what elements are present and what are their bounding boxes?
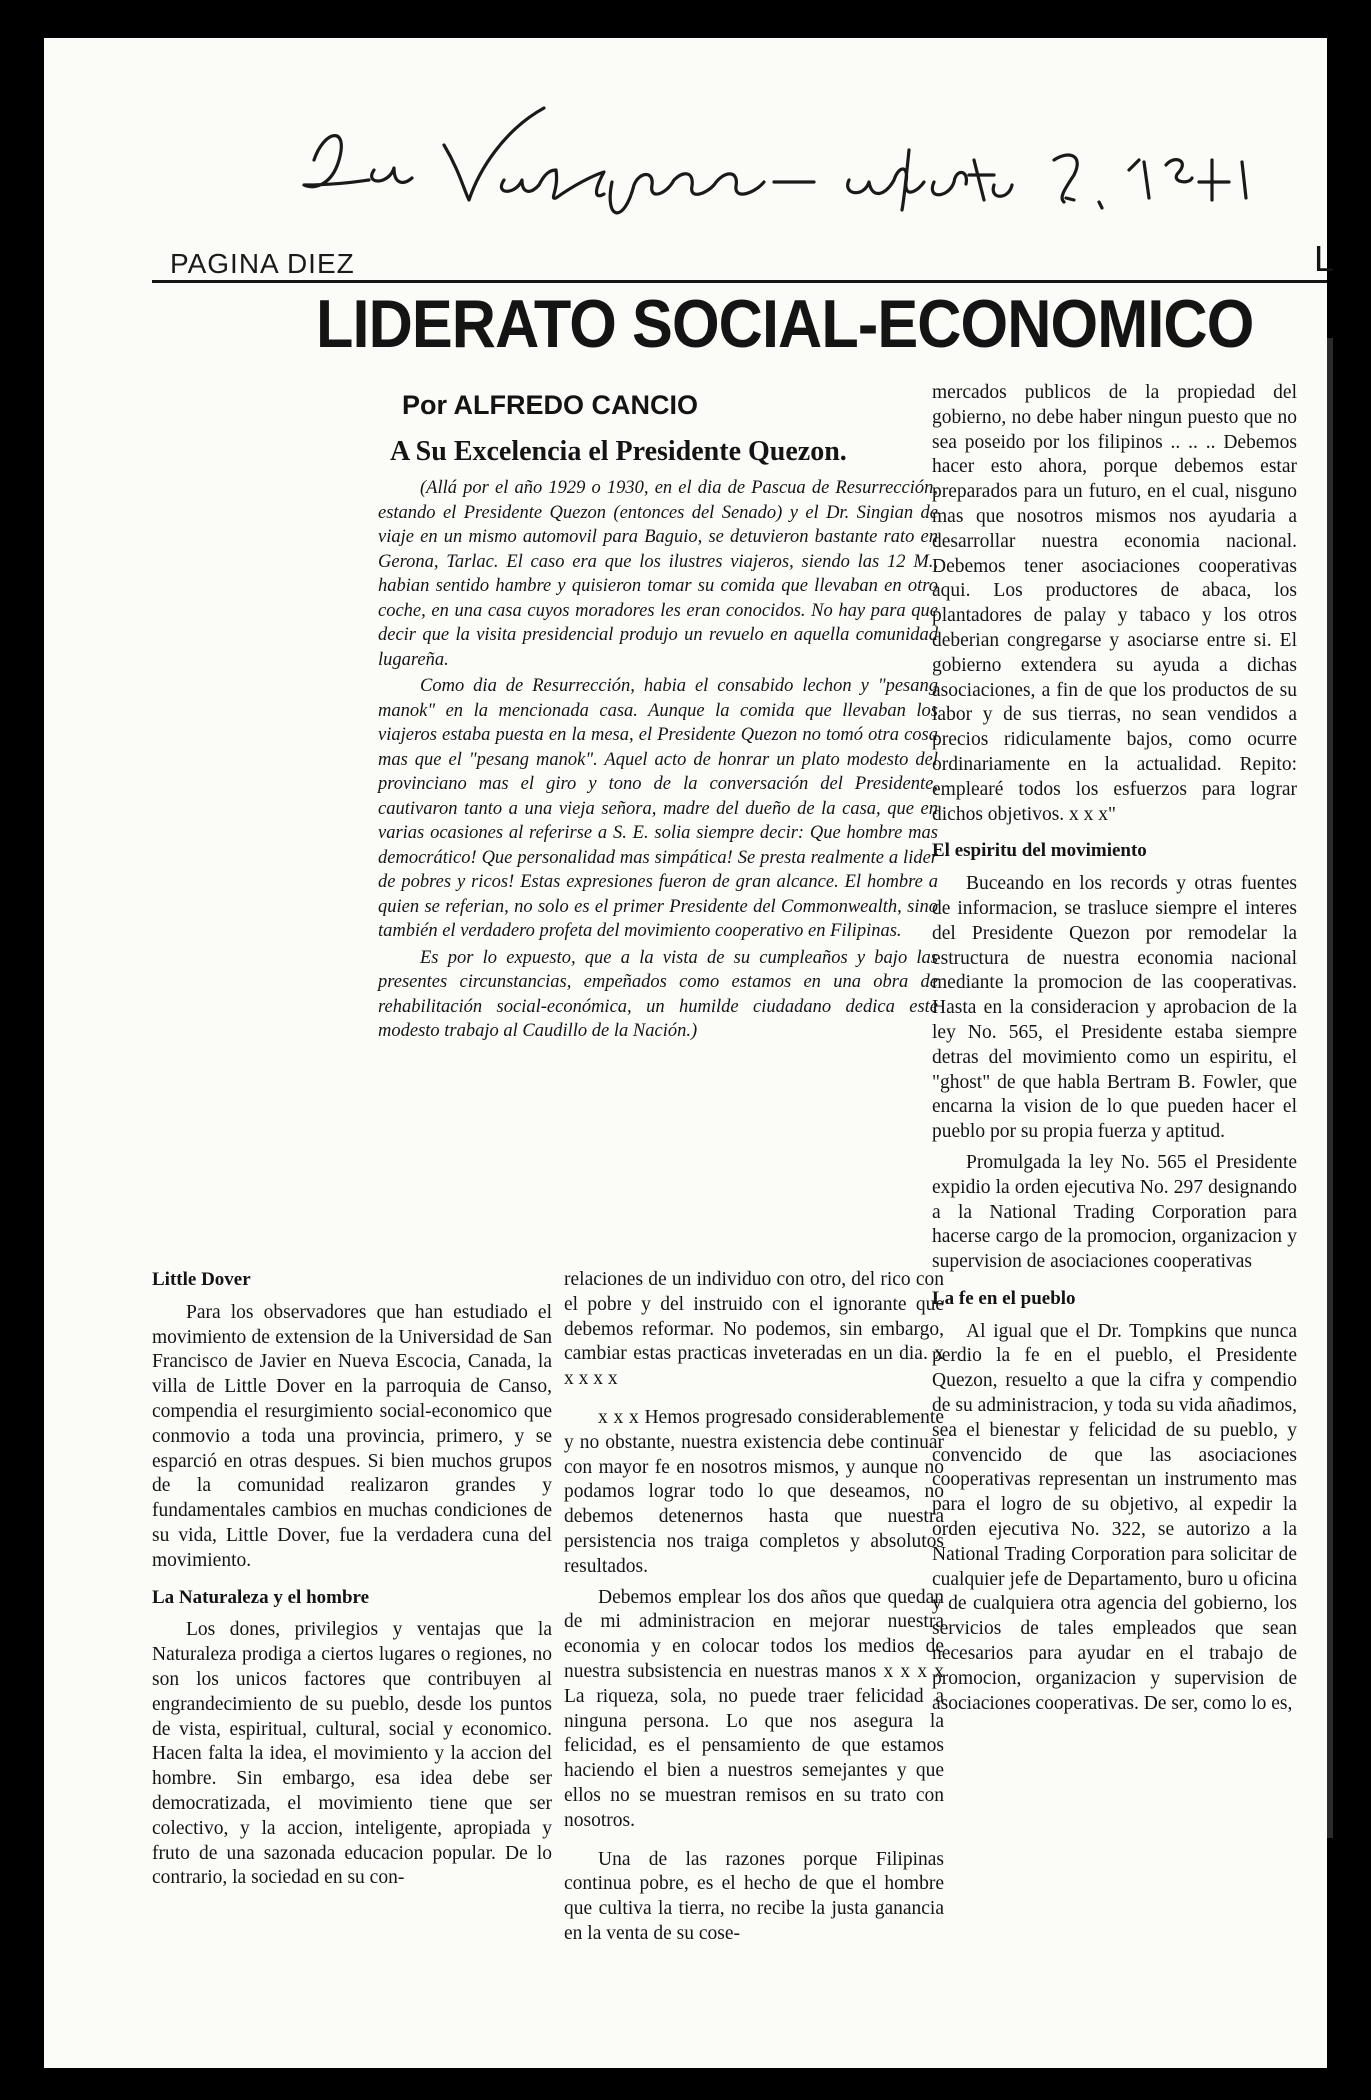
header-rule <box>152 280 1327 283</box>
paragraph: Debemos emplear los dos años que quedan de mi administracion en mejorar nuestra economia y en colocar todos los medios de nuestra subsistencia en nuestras manos x x x x La riqueza, sola, no puede traer felicidad a ninguna persona. Lo que nos asegura la felicidad, es el pensamiento de que estamos haciendo el bien a nuestros semejantes y que ellos no se muestran remisos en su trato con nosotros. <box>564 1586 944 1831</box>
paragraph: mercados publicos de la propiedad del gobierno, no debe haber ningun puesto que no sea poseido por los filipinos .. .. .. Debemos hacer esto ahora, porque debemos estar preparados para un futuro, en el cual, nisguno mas que nosotros mismos nos ayudaria a desarrollar nuestra economia nacional. Debemos tener asociaciones cooperativas aqui. Los productores de abaca, los plantadores de palay y tabaco y los otros deberian congregarse y asociarse entre si. El gobierno extendera su ayuda a dichas asociaciones, a fin de que los productos de su labor y de sus tierras, no sean vendidos a precios ridiculamente bajos, como ocurre ordinariamente en la actualidad. Repito: emplearé todos los esfuerzos para lograr dichos objetivos. x x x" <box>932 382 1297 825</box>
left-column <box>152 1268 552 1897</box>
byline: Por ALFREDO CANCIO <box>402 390 698 420</box>
right-column <box>932 381 1297 1722</box>
paragraph: Al igual que el Dr. Tompkins que nunca perdio la fe en el pueblo, el Presidente Quezon, resuelto a que la cifra y compendio de su administracion, y toda su vida añadimos, sea el bienestar y felicidad de su pueblo, y convencido de que las asociaciones cooperativas representan un instrumento mas para el logro de su objetivo, al expedir la orden ejecutiva No. 322, se autorizo a la National Trading Corporation para solicitar de cualquier jefe de Departamento, buro u oficina y de cualquiera otra agencia del gobierno, los servicios de tales empleados que sean necesarios para ayudar en el trabajo de promocion, organizacion y supervision de asociaciones cooperativas. De ser, como lo es, <box>932 1320 1297 1714</box>
intro-paragraph: Como dia de Resurrección, habia el consabido lechon y "pesang manok" en la mencionada casa. Aunque la comida que llevaban los viajeros estaba puesta en la mesa, el Presidente Quezon no tomó otra cosa mas que el "pesang manok". Aquel acto de honrar un plato modesto del provinciano mas el giro y tono de la conversación del Presidente, cautivaron tanto a una vieja señora, madre del dueño de la casa, que en varias ocasiones al referirse a S. E. solia siempre decir: Que hombre mas democrático! Que personalidad mas simpática! Se presta realmente a lider de pobres y ricos! Estas expresiones fueron de gran alcance. El hombre a quien se referian, no solo es el primer Presidente del Commonwealth, sino también el verdadero profeta del movimiento cooperativo en Filipinas. <box>378 676 938 941</box>
intro-paragraph: Es por lo expuesto, que a la vista de su cumpleaños y bajo las presentes circunstancias, empeñados como estamos en una obra de rehabilitación social-económica, un humilde ciudadano dedica este modesto trabajo al Caudillo de la Nación.) <box>378 947 938 1041</box>
section-heading: La fe en el pueblo <box>932 1287 1076 1309</box>
dedication-line: A Su Excelencia el Presidente Quezon. <box>390 436 847 467</box>
handwritten-date-annotation <box>294 90 1294 240</box>
paragraph: Buceando en los records y otras fuentes de informacion, se trasluce siempre el interes del Presidente Quezon por remodelar la estructura de nuestra economia nacional mediante la promocion de las cooperativas. Hasta en la consideracion y aprobacion de la ley No. 565, el Presidente estaba siempre detras del movimiento como un espiritu, el "ghost" de que habla Bertram B. Fowler, que encarna la vision de lo que pueden hacer el pueblo por su propia fuerza y aptitud. <box>932 873 1297 1143</box>
paragraph: Una de las razones porque Filipinas continua pobre, es el hecho de que el hombre que cultiva la tierra, no recibe la justa ganancia en la venta de su cose- <box>564 1848 944 1944</box>
corner-letter: L <box>1314 238 1335 279</box>
paragraph: Promulgada la ley No. 565 el Presidente expidio la orden ejecutiva No. 297 designando a la National Trading Corporation para hacerse cargo de la promocion, organizacion y supervision de asociaciones cooperativas <box>932 1151 1297 1273</box>
section-heading: El espiritu del movimiento <box>932 840 1147 862</box>
intro-italic-block <box>378 476 938 1044</box>
section-heading: Little Dover <box>152 1269 251 1290</box>
paragraph: Los dones, privilegios y ventajas que la Naturaleza prodiga a ciertos lugares o regiones, no son los unicos factores que contribuyen al engrandecimiento de su pueblo, desde los puntos de vista, espiritual, cultural, social y economico. Hacen falta la idea, el movimiento y la accion del hombre. Sin embargo, esa idea debe ser democratizada, el movimiento tiene que ser colectivo, y la accion, inteligente, apropiada y fruto de una sazonada educacion popular. De lo contrario, la sociedad en su con- <box>152 1619 552 1889</box>
clipping-edge-shadow <box>1327 338 1333 1838</box>
newspaper-clipping <box>44 38 1335 2068</box>
paragraph: relaciones de un individuo con otro, del rico con el pobre y del instruido con el ignorante que debemos reformar. No podemos, sin embargo, cambiar estas practicas inveteradas en un dia. x x x x x <box>564 1269 944 1390</box>
page-label: PAGINA DIEZ <box>170 248 355 279</box>
paragraph: Para los observadores que han estudiado el movimiento de extension de la Universidad de San Francisco de Javier en Nueva Escocia, Canada, la villa de Little Dover en la parroquia de Canso, compendia el resurgimiento social-economico que conmovio a toda una provincia, primero, y se esparció en otras despues. Si bien muchos grupos de la comunidad realizaron grandes y fundamentales cambios en muchas condiciones de su vida, Little Dover, fue la verdadera cuna del movimiento. <box>152 1301 552 1571</box>
article-headline: LIDERATO SOCIAL-ECONOMICO <box>316 286 1254 362</box>
section-heading: La Naturaleza y el hombre <box>152 1586 370 1608</box>
middle-column <box>564 1268 944 1953</box>
intro-paragraph: (Allá por el año 1929 o 1930, en el dia de Pascua de Resurrección, estando el Presidente Quezon (entonces del Senado) y el Dr. Singian de viaje en un mismo automovil para Baguio, se detuvieron bastante rato en Gerona, Tarlac. El caso era que los ilustres viajeros, siendo las 12 M., habian sentido hambre y quisieron tomar su comida que llevaban en otro coche, en una casa cuyos moradores les eran conocidos. No hay para que decir que la visita presidencial produjo un revuelo en aquella comunidad lugareña. <box>378 478 938 670</box>
paragraph: x x x Hemos progresado considerablemente y no obstante, nuestra existencia debe continuar con mayor fe en nosotros mismos, y aunque no podamos lograr todo lo que deseamos, no debemos detenernos hasta que nuestra persistencia nos traiga completos y absolutos resultados. <box>564 1406 944 1577</box>
